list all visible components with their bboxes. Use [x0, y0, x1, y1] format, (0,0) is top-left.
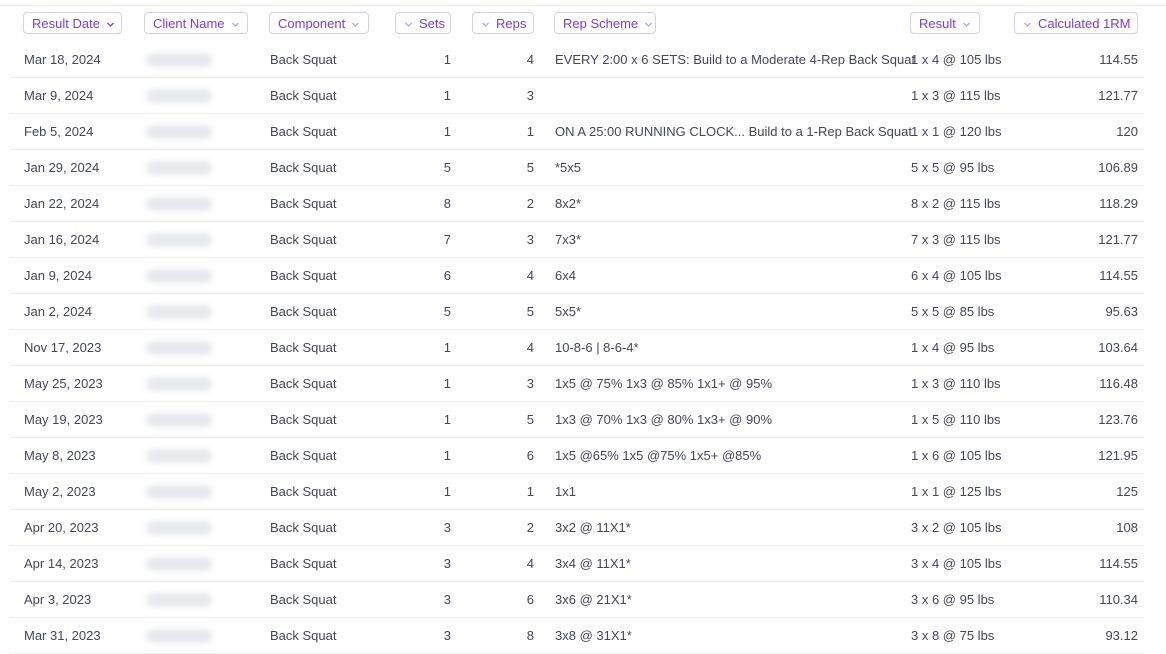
client-name-cell-redacted [146, 557, 212, 571]
calculated-1rm-cell: 118.29 [1099, 196, 1138, 211]
table-row[interactable] [0, 546, 1166, 582]
chevron-down-icon [1023, 20, 1032, 29]
component-cell: Back Squat [270, 556, 337, 571]
rep-scheme-cell: 1x1 [555, 484, 576, 499]
client-name-cell-redacted [146, 449, 212, 463]
chevron-down-icon [231, 20, 240, 29]
result-cell: 1 x 3 @ 115 lbs [911, 88, 1001, 103]
component-cell: Back Squat [270, 196, 337, 211]
column-header-label: Rep Scheme [563, 16, 639, 31]
sets-cell: 3 [443, 592, 451, 607]
component-cell: Back Squat [270, 52, 337, 67]
client-name-cell-redacted [146, 89, 212, 103]
client-name-cell-redacted [146, 485, 212, 499]
calculated-1rm-cell: 106.89 [1098, 160, 1138, 175]
rep-scheme-cell: 6x4 [555, 268, 576, 283]
component-cell: Back Squat [270, 448, 337, 463]
sets-cell: 3 [443, 520, 451, 535]
calculated-1rm-cell: 114.55 [1099, 556, 1138, 571]
sets-cell: 1 [443, 52, 451, 67]
reps-cell: 3 [526, 88, 534, 103]
result-date-cell: May 2, 2023 [24, 484, 96, 499]
column-header-label: Component [278, 16, 346, 31]
table-row[interactable] [0, 294, 1166, 330]
table-row[interactable] [0, 150, 1166, 186]
component-cell: Back Squat [270, 304, 337, 319]
sets-cell: 1 [443, 412, 451, 427]
reps-cell: 4 [526, 340, 534, 355]
rep-scheme-cell: 3x8 @ 31X1* [555, 628, 632, 643]
result-date-cell: Jan 29, 2024 [24, 160, 100, 175]
calculated-1rm-cell: 114.55 [1099, 52, 1138, 67]
client-name-cell-redacted [146, 593, 212, 607]
reps-cell: 1 [526, 484, 534, 499]
client-name-cell-redacted [146, 197, 212, 211]
table-row[interactable] [0, 222, 1166, 258]
reps-cell: 3 [526, 376, 534, 391]
result-cell: 3 x 6 @ 95 lbs [911, 592, 995, 607]
column-header-reps[interactable] [472, 12, 534, 34]
sets-cell: 5 [443, 304, 451, 319]
sets-cell: 1 [443, 484, 451, 499]
sets-cell: 5 [443, 160, 451, 175]
sets-cell: 1 [443, 376, 451, 391]
column-header-label: Reps [496, 16, 527, 31]
table-row[interactable] [0, 330, 1166, 366]
chevron-down-icon [644, 20, 653, 29]
component-cell: Back Squat [270, 124, 337, 139]
client-name-cell-redacted [146, 305, 212, 319]
calculated-1rm-cell: 120 [1116, 124, 1138, 139]
result-cell: 1 x 5 @ 110 lbs [911, 412, 1001, 427]
result-cell: 3 x 4 @ 105 lbs [911, 556, 1002, 571]
reps-cell: 6 [526, 592, 534, 607]
rep-scheme-cell: ON A 25:00 RUNNING CLOCK... Build to a 1-Rep Back Squat [555, 124, 912, 139]
result-date-cell: Apr 3, 2023 [24, 592, 92, 607]
table-row[interactable] [0, 258, 1166, 294]
rep-scheme-cell: 5x5* [555, 304, 582, 319]
sets-cell: 1 [443, 340, 451, 355]
calculated-1rm-cell: 116.48 [1099, 376, 1138, 391]
table-row[interactable] [0, 438, 1166, 474]
result-cell: 1 x 1 @ 120 lbs [911, 124, 1002, 139]
table-row[interactable] [0, 78, 1166, 114]
reps-cell: 1 [526, 124, 534, 139]
sets-cell: 8 [443, 196, 451, 211]
result-cell: 1 x 1 @ 125 lbs [911, 484, 1002, 499]
result-cell: 3 x 8 @ 75 lbs [911, 628, 995, 643]
component-cell: Back Squat [270, 268, 337, 283]
reps-cell: 5 [526, 412, 534, 427]
rep-scheme-cell: 3x2 @ 11X1* [555, 520, 631, 535]
result-cell: 1 x 6 @ 105 lbs [911, 448, 1002, 463]
reps-cell: 2 [526, 520, 534, 535]
reps-cell: 3 [526, 232, 534, 247]
result-cell: 5 x 5 @ 95 lbs [911, 160, 995, 175]
reps-cell: 8 [526, 628, 534, 643]
calculated-1rm-cell: 108 [1116, 520, 1138, 535]
sets-cell: 3 [443, 628, 451, 643]
result-date-cell: May 25, 2023 [24, 376, 103, 391]
calculated-1rm-cell: 123.76 [1098, 412, 1138, 427]
result-date-cell: Feb 5, 2024 [24, 124, 94, 139]
result-cell: 7 x 3 @ 115 lbs [911, 232, 1001, 247]
component-cell: Back Squat [270, 340, 337, 355]
table-body [0, 42, 1166, 654]
result-cell: 6 x 4 @ 105 lbs [911, 268, 1002, 283]
rep-scheme-cell: 8x2* [555, 196, 582, 211]
table-row[interactable] [0, 402, 1166, 438]
result-cell: 1 x 3 @ 110 lbs [911, 376, 1001, 391]
chevron-down-icon [351, 20, 360, 29]
column-header-rep-scheme[interactable] [554, 12, 656, 34]
result-date-cell: Jan 16, 2024 [24, 232, 100, 247]
reps-cell: 4 [526, 268, 534, 283]
reps-cell: 4 [526, 52, 534, 67]
result-date-cell: Mar 18, 2024 [24, 52, 101, 67]
component-cell: Back Squat [270, 412, 337, 427]
calculated-1rm-cell: 95.63 [1105, 304, 1138, 319]
reps-cell: 5 [526, 304, 534, 319]
client-name-cell-redacted [146, 233, 212, 247]
sets-cell: 7 [443, 232, 451, 247]
sets-cell: 1 [443, 448, 451, 463]
calculated-1rm-cell: 125 [1116, 484, 1138, 499]
rep-scheme-cell: 1x5 @ 75% 1x3 @ 85% 1x1+ @ 95% [555, 376, 773, 391]
component-cell: Back Squat [270, 376, 337, 391]
client-name-cell-redacted [146, 125, 212, 139]
calculated-1rm-cell: 114.55 [1099, 268, 1138, 283]
client-name-cell-redacted [146, 521, 212, 535]
table-row[interactable] [0, 42, 1166, 78]
result-cell: 3 x 2 @ 105 lbs [911, 520, 1002, 535]
column-header-result[interactable] [910, 12, 980, 34]
result-date-cell: Jan 2, 2024 [24, 304, 92, 319]
calculated-1rm-cell: 121.95 [1098, 448, 1138, 463]
table-row[interactable] [0, 510, 1166, 546]
rep-scheme-cell: *5x5 [555, 160, 582, 175]
rep-scheme-cell: 3x6 @ 21X1* [555, 592, 632, 607]
rep-scheme-cell: 1x3 @ 70% 1x3 @ 80% 1x3+ @ 90% [555, 412, 773, 427]
table-header [0, 12, 1166, 36]
component-cell: Back Squat [270, 592, 337, 607]
column-header-component[interactable] [269, 12, 369, 34]
calculated-1rm-cell: 121.77 [1098, 88, 1138, 103]
column-header-client-name[interactable] [144, 12, 248, 34]
chevron-down-icon [962, 20, 971, 29]
rep-scheme-cell: 7x3* [555, 232, 582, 247]
rep-scheme-cell: 10-8-6 | 8-6-4* [555, 340, 639, 355]
result-date-cell: Mar 31, 2023 [24, 628, 101, 643]
component-cell: Back Squat [270, 160, 337, 175]
component-cell: Back Squat [270, 232, 337, 247]
sets-cell: 6 [443, 268, 451, 283]
calculated-1rm-cell: 93.12 [1105, 628, 1138, 643]
column-header-label: Client Name [153, 16, 225, 31]
result-date-cell: Nov 17, 2023 [24, 340, 102, 355]
column-header-calculated-1rm[interactable] [1014, 12, 1138, 34]
calculated-1rm-cell: 110.34 [1099, 592, 1138, 607]
result-cell: 1 x 4 @ 95 lbs [911, 340, 995, 355]
client-name-cell-redacted [146, 53, 212, 67]
column-header-sets[interactable] [395, 12, 451, 34]
component-cell: Back Squat [270, 628, 337, 643]
reps-cell: 4 [526, 556, 534, 571]
client-name-cell-redacted [146, 377, 212, 391]
result-cell: 8 x 2 @ 115 lbs [911, 196, 1001, 211]
rep-scheme-cell: EVERY 2:00 x 6 SETS: Build to a Moderate 4-Rep Back Squat [555, 52, 916, 67]
reps-cell: 2 [526, 196, 534, 211]
column-header-label: Result [919, 16, 956, 31]
table-row[interactable] [0, 582, 1166, 618]
client-name-cell-redacted [146, 629, 212, 643]
chevron-down-icon [106, 20, 115, 29]
client-name-cell-redacted [146, 161, 212, 175]
calculated-1rm-cell: 103.64 [1098, 340, 1138, 355]
result-date-cell: Mar 9, 2024 [24, 88, 94, 103]
chevron-down-icon [404, 20, 413, 29]
rep-scheme-cell: 3x4 @ 11X1* [555, 556, 631, 571]
chevron-down-icon [481, 20, 490, 29]
result-date-cell: May 8, 2023 [24, 448, 96, 463]
table-row[interactable] [0, 474, 1166, 510]
table-row[interactable] [0, 366, 1166, 402]
column-header-result-date[interactable] [23, 12, 122, 34]
client-name-cell-redacted [146, 269, 212, 283]
table-row[interactable] [0, 114, 1166, 150]
result-cell: 5 x 5 @ 85 lbs [911, 304, 995, 319]
component-cell: Back Squat [270, 520, 337, 535]
table-row[interactable] [0, 186, 1166, 222]
top-divider [0, 5, 1166, 6]
result-date-cell: Apr 20, 2023 [24, 520, 99, 535]
client-name-cell-redacted [146, 413, 212, 427]
result-date-cell: Jan 9, 2024 [24, 268, 92, 283]
client-name-cell-redacted [146, 341, 212, 355]
reps-cell: 6 [526, 448, 534, 463]
result-date-cell: Apr 14, 2023 [24, 556, 99, 571]
sets-cell: 1 [443, 124, 451, 139]
sets-cell: 1 [443, 88, 451, 103]
rep-scheme-cell: 1x5 @65% 1x5 @75% 1x5+ @85% [555, 448, 762, 463]
column-header-label: Result Date [32, 16, 100, 31]
result-cell: 1 x 4 @ 105 lbs [911, 52, 1002, 67]
result-date-cell: Jan 22, 2024 [24, 196, 100, 211]
calculated-1rm-cell: 121.77 [1098, 232, 1138, 247]
reps-cell: 5 [526, 160, 534, 175]
sets-cell: 3 [443, 556, 451, 571]
component-cell: Back Squat [270, 484, 337, 499]
column-header-label: Sets [419, 16, 446, 31]
result-date-cell: May 19, 2023 [24, 412, 103, 427]
column-header-label: Calculated 1RM [1038, 16, 1131, 31]
component-cell: Back Squat [270, 88, 337, 103]
